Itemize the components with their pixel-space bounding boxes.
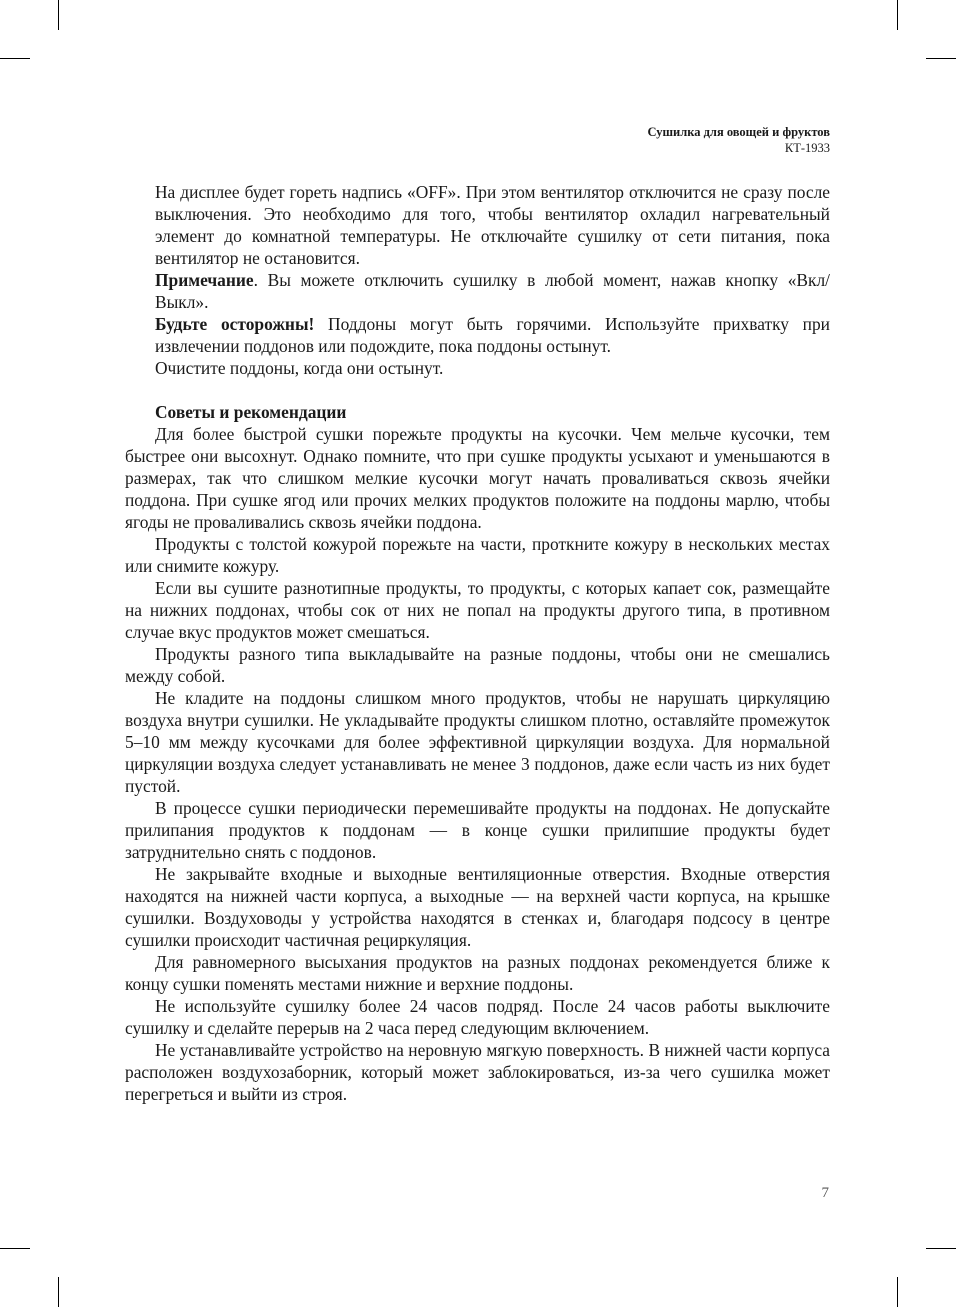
crop-mark (897, 1277, 898, 1307)
tips-paragraph: Не устанавливайте устройство на неровную мягкую поверхность. В нижней части корпуса расположен воздухозаборник, который может заблокироваться, из-за чего сушилка может перегреться и выйти из строя. (125, 1040, 830, 1104)
crop-mark (0, 1248, 30, 1249)
tips-paragraph: Не закрывайте входные и выходные вентиляционные отверстия. Входные отверстия находятся на нижней части корпуса, а выходные — на верхней части корпуса, на крышке сушилки. Воздуховоды у устройства находятся в стенках и, благодаря подсосу в центре сушилки происходит частичная рециркуляция. (125, 864, 830, 950)
note-text: . Вы можете отключить сушилку в любой момент, нажав кнопку «Вкл/Выкл». (155, 270, 830, 312)
intro-paragraph: Очистите поддоны, когда они остынут. (155, 358, 444, 378)
intro-paragraph: На дисплее будет гореть надпись «OFF». При этом вентилятор отключится не сразу после выключения. Это необходимо для того, чтобы вентилятор охладил нагревательный элемент до комнатной температуры. Не отключайте сушилку от сети питания, пока вентилятор не остановится. (155, 182, 830, 268)
tips-paragraph: Не используйте сушилку более 24 часов подряд. После 24 часов работы выключите сушилку и сделайте перерыв на 2 часа перед следующим включением. (125, 996, 830, 1038)
header-model: КТ-1933 (784, 141, 830, 155)
warning-text: Поддоны могут быть горячими. Используйте прихватку при извлечении поддонов или подождите, пока поддоны остынут. (155, 314, 830, 356)
tips-paragraph: Для более быстрой сушки порежьте продукты на кусочки. Чем мельче кусочки, тем быстрее они высохнут. Однако помните, что при сушке продукты усыхают и уменьшаются в размерах, так что слишком мелкие кусочки могут начать проваливаться сквозь ячейки поддона. При сушке ягод или прочих мелких продуктов положите на поддоны марлю, чтобы ягоды не проваливались сквозь ячейки поддона. (125, 424, 830, 532)
header-title: Сушилка для овощей и фруктов (647, 125, 830, 139)
warning-paragraph (125, 313, 830, 357)
tips-paragraph: В процессе сушки периодически перемешивайте продукты на поддонах. Не допускайте прилипания продуктов к поддонам — в конце сушки прилипшие продукты будет затруднительно снять с поддонов. (125, 798, 830, 862)
page-content (125, 181, 830, 1105)
tips-paragraph: Для равномерного высыхания продуктов на разных поддонах рекомендуется ближе к концу сушки поменять местами нижние и верхние поддоны. (125, 952, 830, 994)
crop-mark (897, 0, 898, 30)
crop-mark (58, 1277, 59, 1307)
running-header (647, 124, 830, 156)
tips-paragraph: Не кладите на поддоны слишком много продуктов, чтобы не нарушать циркуляцию воздуха внутри сушилки. Не укладывайте продукты слишком плотно, оставляйте промежуток 5–10 мм между кусочками для более эффективной циркуляции воздуха. Для нормальной циркуляции воздуха следует устанавливать не менее 3 поддонов, даже если часть из них будет пустой. (125, 688, 830, 796)
note-paragraph (125, 269, 830, 313)
tips-paragraph: Продукты разного типа выкладывайте на разные поддоны, чтобы они не смешались между собой. (125, 644, 830, 686)
note-label: Примечание (155, 270, 254, 290)
crop-mark (926, 58, 956, 59)
crop-mark (0, 58, 30, 59)
tips-paragraph: Если вы сушите разнотипные продукты, то продукты, с которых капает сок, размещайте на нижних поддонах, чтобы сок от них не попал на продукты другого типа, в противном случае вкус продуктов может смешаться. (125, 578, 830, 642)
page-number: 7 (821, 1185, 829, 1201)
crop-mark (926, 1248, 956, 1249)
crop-mark (58, 0, 59, 30)
tips-paragraph: Продукты с толстой кожурой порежьте на части, проткните кожуру в нескольких местах или снимите кожуру. (125, 534, 830, 576)
section-title: Советы и рекомендации (155, 402, 347, 422)
warning-label: Будьте осторожны! (155, 314, 315, 334)
